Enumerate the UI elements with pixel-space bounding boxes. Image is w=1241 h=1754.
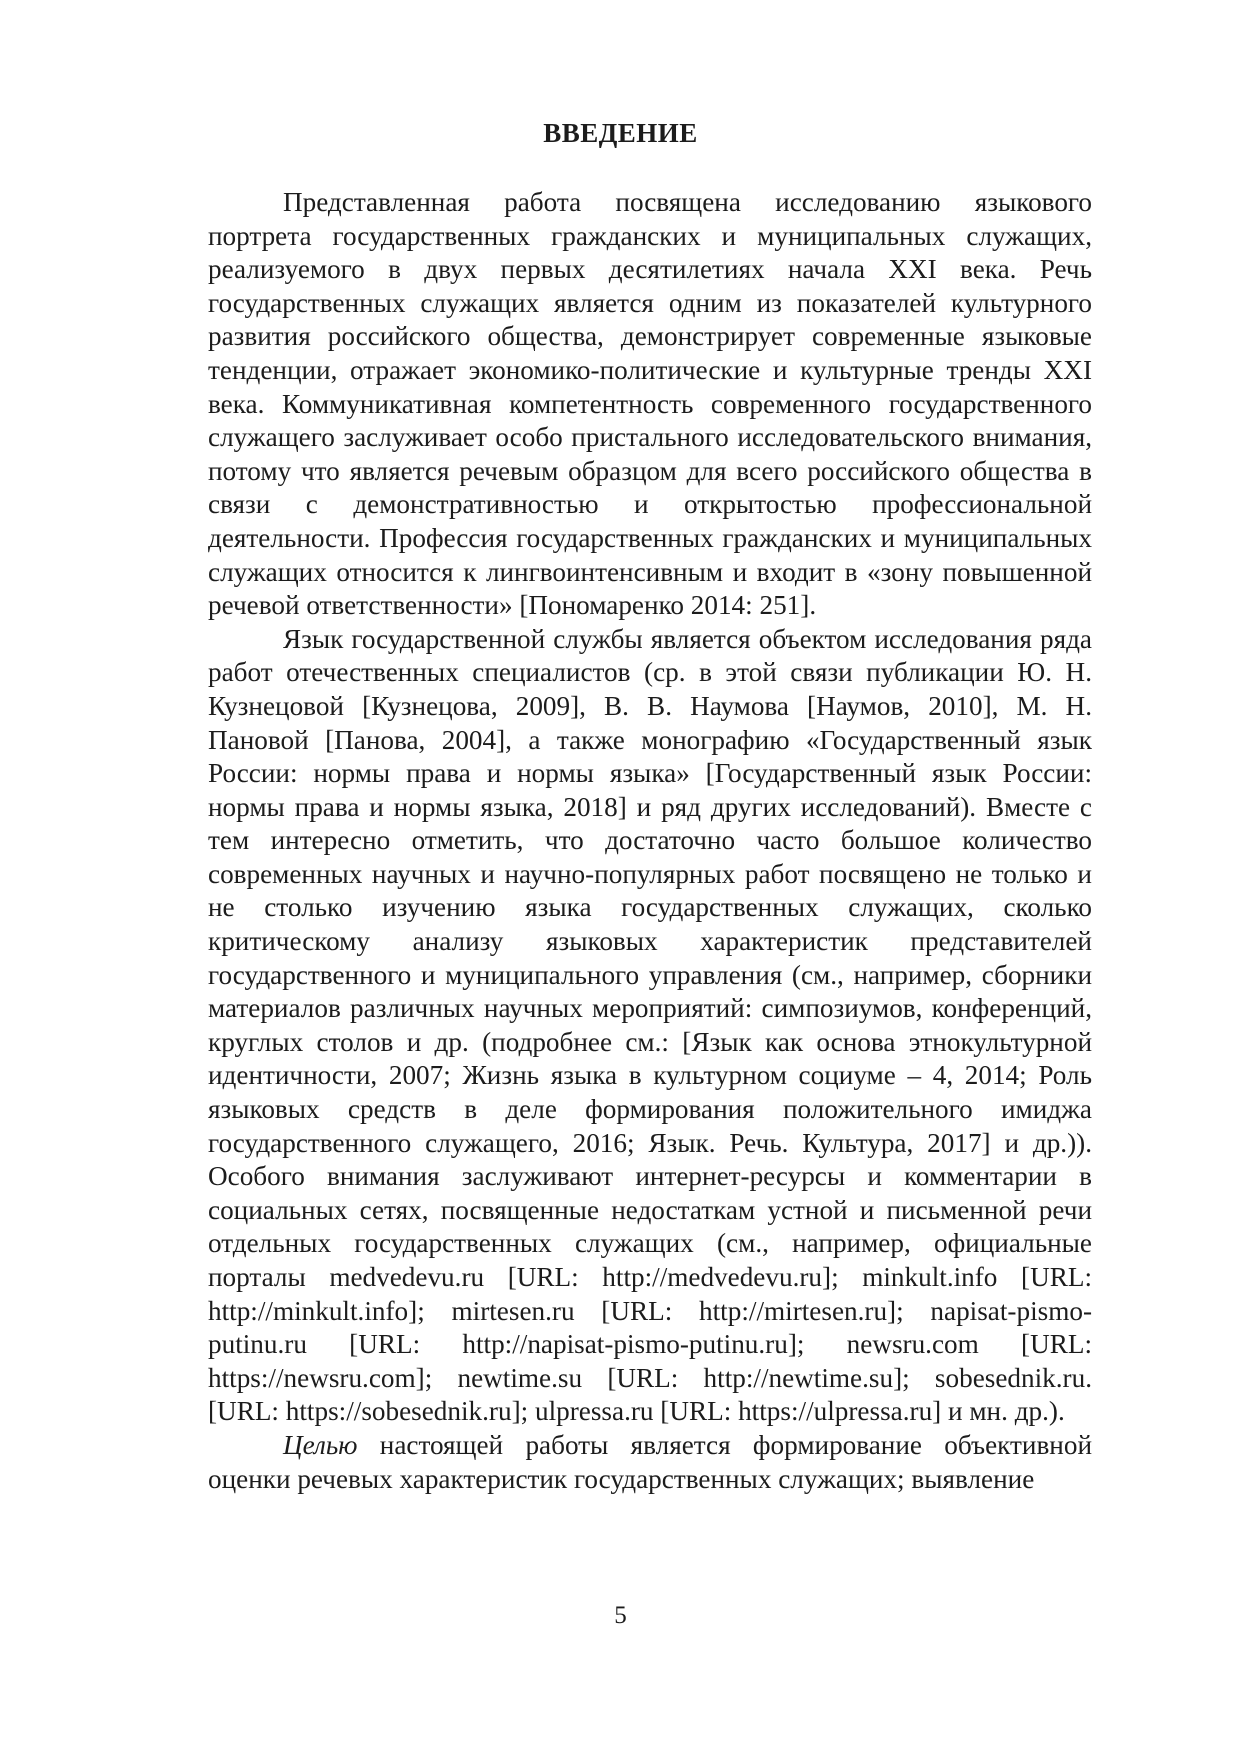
paragraph-3-text: настоящей работы является формирование объективной оценки речевых характеристик государственных служащих; выявление bbox=[208, 1429, 1092, 1494]
section-heading: ВВЕДЕНИЕ bbox=[543, 118, 698, 148]
body-text bbox=[208, 186, 1092, 1496]
italic-term: Целью bbox=[283, 1429, 358, 1460]
paragraph-2: Язык государственной службы является объектом исследования ряда работ отечественных специалистов (ср. в этой связи публикации Ю. Н. Кузнецовой [Кузнецова, 2009], В. В. Наумова [Наумов, 2010], М. Н. Пановой [Панова, 2004], а также монографию «Государственный язык России: нормы права и нормы языка» [Государственный язык России: нормы права и нормы языка, 2018] и ряд других исследований). Вместе с тем интересно отметить, что достаточно часто большое количество современных научных и научно-популярных работ посвящено не только и не столько изучению языка государственных служащих, сколько критическому анализу языковых характеристик представителей государственного и муниципального управления (см., например, сборники материалов различных научных мероприятий: симпозиумов, конференций, круглых столов и др. (подробнее см.: [Язык как основа этнокультурной идентичности, 2007; Жизнь языка в культурном социуме – 4, 2014; Роль языковых средств в деле формирования положительного имиджа государственного служащего, 2016; Язык. Речь. Культура, 2017] и др.)). Особого внимания заслуживают интернет-ресурсы и комментарии в социальных сетях, посвященные недостаткам устной и письменной речи отдельных государственных служащих (см., например, официальные порталы medvedevu.ru [URL: http://medvedevu.ru]; minkult.info [URL: http://minkult.info]; mirtesen.ru [URL: http://mirtesen.ru]; napisat-pismo-putinu.ru [URL: http://napisat-pismo-putinu.ru]; newsru.com [URL: https://newsru.com]; newtime.su [URL: http://newtime.su]; sobesednik.ru. [URL: https://sobesednik.ru]; ulpressa.ru [URL: https://ulpressa.ru] и мн. др.). bbox=[208, 623, 1092, 1427]
paragraph-3 bbox=[208, 1429, 1092, 1496]
page-number: 5 bbox=[614, 1602, 627, 1629]
paragraph-1: Представленная работа посвящена исследованию языкового портрета государственных гражданских и муниципальных служащих, реализуемого в двух первых десятилетиях начала XXI века. Речь государственных служащих является одним из показателей культурного развития российского общества, демонстрирует современные языковые тенденции, отражает экономико-политические и культурные тренды XXI века. Коммуникативная компетентность современного государственного служащего заслуживает особо пристального исследовательского внимания, потому что является речевым образцом для всего российского общества в связи с демонстративностью и открытостью профессиональной деятельности. Профессия государственных гражданских и муниципальных служащих относится к лингвоинтенсивным и входит в «зону повышенной речевой ответственности» [Пономаренко 2014: 251]. bbox=[208, 187, 1092, 621]
